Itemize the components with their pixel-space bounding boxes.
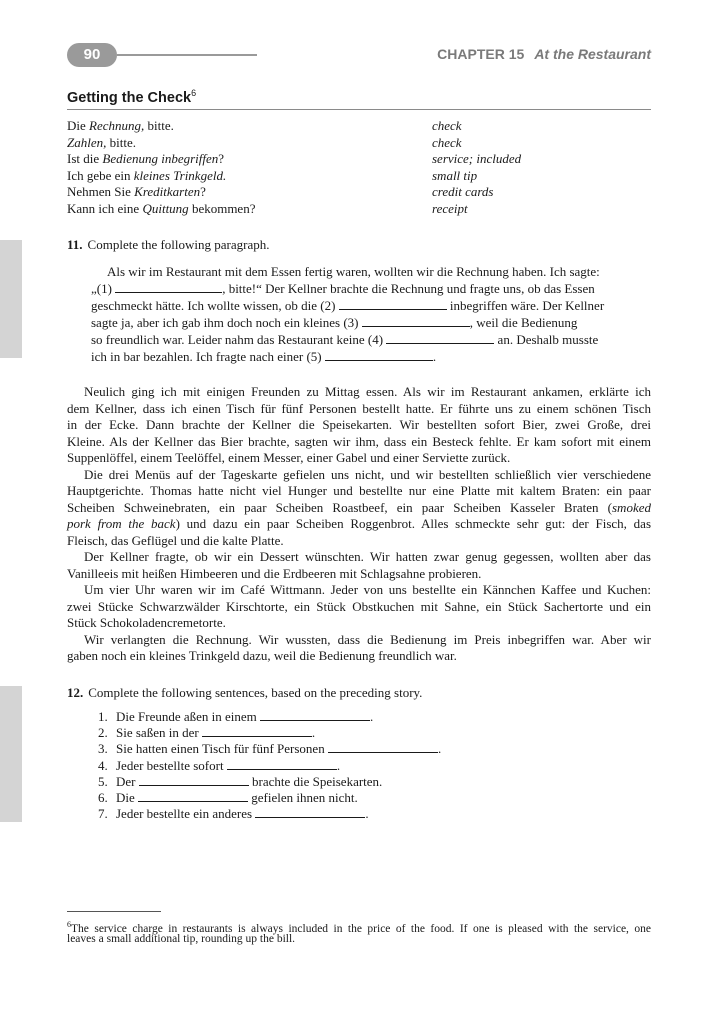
exercise-number: 11. <box>67 237 83 252</box>
exercise-12-list <box>98 709 441 822</box>
side-thumb-tab <box>0 240 22 358</box>
answer-blank[interactable] <box>139 774 249 786</box>
paragraph-line: so freundlich war. Leider nahm das Restaurant keine (4) an. Deshalb musste <box>91 332 599 347</box>
paragraph-line: ich in bar bezahlen. Ich fragte nach einer (5) . <box>91 349 437 364</box>
vocab-row: Ich gebe ein kleines Trinkgeld. small tip <box>67 167 478 183</box>
footnote-marker: 6 <box>191 88 197 98</box>
chapter-title: At the Restaurant <box>534 46 651 62</box>
vocab-row: Kann ich eine Quittung bekommen? receipt <box>67 200 468 216</box>
footnote <box>67 917 651 947</box>
vocab-row: Nehmen Sie Kreditkarten? credit cards <box>67 184 494 200</box>
vocab-row: Ist die Bedienung inbegriffen? service; included <box>67 151 522 167</box>
vocab-gloss: credit cards <box>432 184 494 200</box>
footnote-rule <box>67 911 161 912</box>
list-item: 3. Sie hatten einen Tisch für fünf Personen . <box>98 741 442 757</box>
side-thumb-tab <box>0 686 22 822</box>
vocabulary-list <box>67 118 651 218</box>
chapter-label: CHAPTER 15 <box>437 46 525 62</box>
story-line: Der Kellner fragte, ob wir ein Dessert wünschten. Wir hatten zwar genug gegessen, wollten aber das <box>84 549 651 564</box>
story-line: Um vier Uhr waren wir im Café Wittmann. Jeder von uns bestellte ein Kännchen Kaffee und Kuchen: <box>84 582 651 597</box>
story-line: Neulich ging ich mit einigen Freunden zu Mittag essen. Als wir im Restaurant ankamen, erklärte ich <box>84 384 651 399</box>
answer-blank[interactable] <box>138 790 248 802</box>
page-number: 90 <box>67 43 117 67</box>
answer-blank[interactable] <box>260 709 370 721</box>
story-line: pork from the back) und dazu ein paar Scheiben Roggenbrot. Alles schmeckte sehr gut: der Fisch, das <box>67 516 651 531</box>
paragraph-line: „(1) , bitte!“ Der Kellner brachte die Rechnung und fragte uns, ob das Essen <box>91 281 595 296</box>
exercise-instruction: Complete the following paragraph. <box>87 237 270 252</box>
exercise-12-heading <box>67 685 422 701</box>
story-line: Fleisch, das Geflügel und die kalte Platte. <box>67 532 284 548</box>
paragraph-line: sagte ja, aber ich gab ihm doch noch ein kleines (3) , weil die Bedienung <box>91 315 578 330</box>
story-line: dem Kellner, dass ich einen Tisch für fünf Personen bestellt hatte. Er führte uns zu einem schönen Tisch <box>67 400 651 416</box>
paragraph-line: geschmeckt hätte. Ich wollte wissen, ob die (2) inbegriffen wäre. Der Kellner <box>91 298 605 313</box>
story-line: Vanilleeis mit heißen Himbeeren und die Erdbeeren mit Schlagsahne probieren. <box>67 565 482 581</box>
exercise-11-heading <box>67 237 270 253</box>
list-item: 1. Die Freunde aßen in einem . <box>98 709 374 724</box>
story-line: Stück Schokoladencremetorte. <box>67 615 226 630</box>
list-item: 4. Jeder bestellte sofort . <box>98 757 341 773</box>
answer-blank[interactable] <box>255 806 365 818</box>
paragraph-line: Als wir im Restaurant mit dem Essen fertig waren, wollten wir die Rechnung haben. Ich sagte: <box>107 264 600 279</box>
story-line: gaben noch ein kleines Trinkgeld dazu, weil die Bedienung freundlich war. <box>67 648 457 663</box>
section-title-text: Getting the Check <box>67 89 192 106</box>
list-item: 6. Die gefielen ihnen nicht. <box>98 789 358 805</box>
page-header <box>67 42 651 68</box>
answer-blank[interactable] <box>362 315 470 327</box>
vocab-row: Die Rechnung, bitte. check <box>67 118 462 133</box>
answer-blank[interactable] <box>202 725 312 737</box>
vocab-row: Zahlen, bitte. check <box>67 134 462 150</box>
story-line: Hauptgerichte. Thomas hatte nicht viel Hunger und bestellte nur eine Platte mit kaltem Braten: ein paar <box>67 483 651 498</box>
answer-blank[interactable] <box>328 741 438 753</box>
answer-blank[interactable] <box>386 332 494 344</box>
story-line: Kleine. Als der Kellner das Bier brachte, sagten wir ihm, dass ein Besteck fehlte. Er kam sofort mit einem <box>67 433 651 449</box>
list-item: 5. Der brachte die Speisekarten. <box>98 773 383 789</box>
footnote-line: leaves a small additional tip, rounding up the bill. <box>67 933 296 945</box>
exercise-instruction: Complete the following sentences, based on the preceding story. <box>88 685 423 700</box>
footnote-line: $^6$The service charge in restaurants is always included in the price of the food. If one is pleased with the service, one <box>67 920 651 935</box>
story-text <box>67 384 651 665</box>
header-rule <box>117 54 257 56</box>
story-line: Scheiben Schweinebraten, ein paar Scheiben Roastbeef, ein paar Scheiben Kasseler Braten (smoked <box>67 499 651 515</box>
story-line: Die drei Menüs auf der Tageskarte gefielen uns nicht, und wir bestellten schließlich vier verschiedene <box>84 466 651 482</box>
list-item: 7. Jeder bestellte ein anderes . <box>98 806 369 822</box>
answer-blank[interactable] <box>227 758 337 770</box>
answer-blank[interactable] <box>339 298 447 310</box>
story-line: Wir verlangten die Rechnung. Wir wussten, dass die Bedienung im Preis inbegriffen war. Aber wir <box>84 631 651 647</box>
story-line: Suppenlöffel, einem Teelöffel, einem Messer, einer Gabel und einer Serviette zurück. <box>67 450 511 465</box>
chapter-heading <box>437 46 651 62</box>
section-title <box>67 88 651 110</box>
vocab-gloss: check <box>432 134 462 150</box>
vocab-gloss: small tip <box>432 167 478 183</box>
list-item: 2. Sie saßen in der . <box>98 725 316 741</box>
vocab-gloss: service; included <box>432 151 522 167</box>
exercise-number: 12. <box>67 685 84 700</box>
story-line: in der Ecke. Dann brachte der Kellner die Speisekarten. Wir bestellten sofort Bier, zwei Große, drei <box>67 417 651 432</box>
answer-blank[interactable] <box>115 281 222 293</box>
answer-blank[interactable] <box>325 349 433 361</box>
vocab-gloss: check <box>432 118 462 133</box>
vocab-gloss: receipt <box>432 200 468 216</box>
exercise-11-paragraph <box>91 263 639 365</box>
story-line: zwei Stücke Schwarzwälder Kirschtorte, ein Stück Obstkuchen mit Sahne, ein Stück Sachertorte und ein <box>67 598 651 614</box>
